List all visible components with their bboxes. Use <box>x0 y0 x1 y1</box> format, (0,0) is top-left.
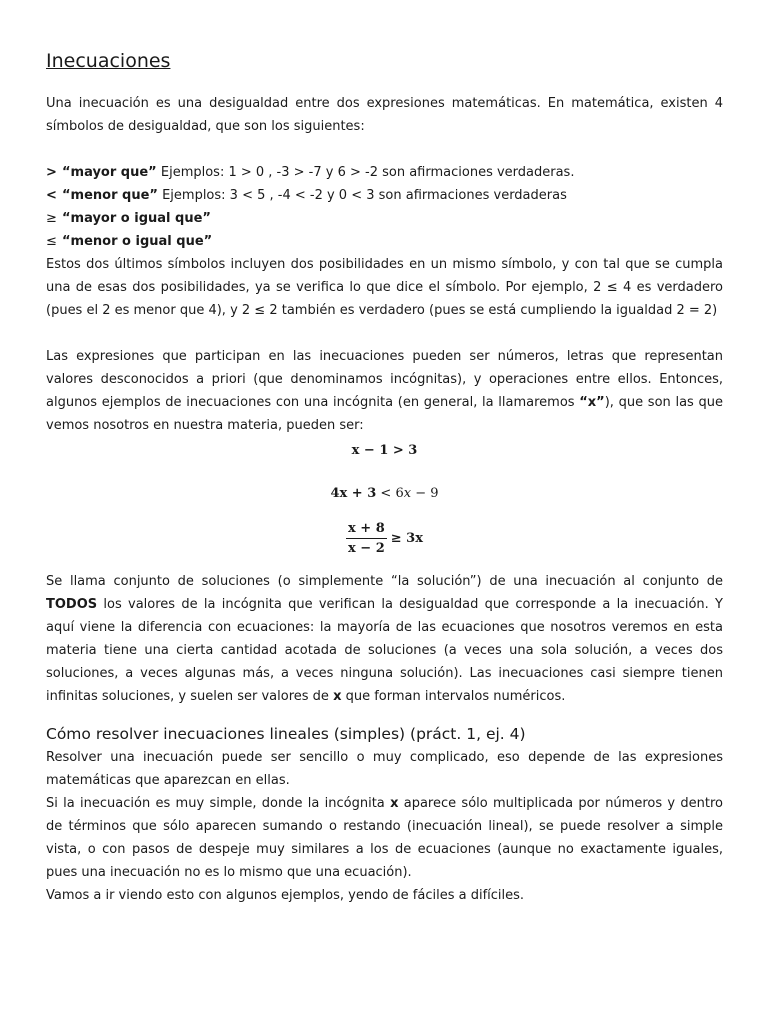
solutions-paragraph <box>46 570 723 708</box>
solutions-x: x <box>333 689 342 704</box>
symbol-line-less <box>46 184 723 207</box>
section-x: x <box>390 796 399 811</box>
section-text-2a: Si la inecuación es muy simple, donde la incógnita <box>46 796 391 811</box>
equation-3-fraction <box>346 521 387 556</box>
document-page <box>46 48 723 907</box>
solutions-text-1: Se llama conjunto de soluciones (o simplemente “la solución”) de una inecuación al conjunto de <box>46 574 723 589</box>
symbol-desc: Ejemplos: 1 > 0 , -3 > -7 y 6 > -2 son afirmaciones verdaderas. <box>156 165 575 180</box>
section-paragraph-3: Vamos a ir viendo esto con algunos ejemplos, yendo de fáciles a difíciles. <box>46 888 525 903</box>
symbol-line-greater-equal <box>46 207 723 230</box>
symbol-char: < <box>46 188 57 203</box>
equation-2-relation: < 6 <box>376 486 404 501</box>
equation-2-left: 4x + 3 <box>330 486 377 501</box>
expressions-text-1: Las expresiones que participan en las inecuaciones pueden ser números, letras que representan valores desconocidos a priori (que denominamos incógnitas), y operaciones entre ellos. Entonces, algunos ejemplos de inecuaciones con una incógnita (en general, la llamaremos <box>46 349 723 410</box>
section-paragraph-1: Resolver una inecuación puede ser sencillo o muy complicado, eso depende de las expresiones matemáticas que aparezcan en ellas. <box>46 750 723 788</box>
section-text-2b: aparece sólo multiplicada por números y dentro de términos que sólo aparecen sumando o restando (inecuación lineal), se puede resolver a simple vista, o con pasos de despeje muy similares a los de ecuaciones (aunque no exactamente iguales, pues una inecuación no es lo mismo que una ecuación). <box>46 796 723 880</box>
solutions-text-2: los valores de la incógnita que verifican la desigualdad que corresponde a la inecuación. Y aquí viene la diferencia con ecuaciones: la mayoría de las ecuaciones que nosotros veremos en esta materia tiene una cierta cantidad acotada de soluciones (a veces una sola solución, a veces dos soluciones, a veces algunas más, a veces ninguna solución). Las inecuaciones casi siempre tienen infinitas soluciones, y suelen ser valores de <box>46 597 723 704</box>
spacer <box>46 322 723 345</box>
symbol-char: > <box>46 165 57 180</box>
symbol-name: “menor o igual que” <box>62 234 213 249</box>
symbol-line-less-equal <box>46 230 723 253</box>
symbol-name: “mayor o igual que” <box>62 211 211 226</box>
equation-3-rest: ≥ 3x <box>390 531 423 546</box>
page-title: Inecuaciones <box>46 50 171 72</box>
equation-2-variable: x <box>403 486 412 501</box>
solutions-text-3: que forman intervalos numéricos. <box>341 689 566 704</box>
equation-3-numerator: x + 8 <box>346 521 387 539</box>
symbol-name: “mayor que” <box>62 165 157 180</box>
equation-2 <box>46 482 723 505</box>
section-heading: Cómo resolver inecuaciones lineales (simples) (práct. 1, ej. 4) <box>46 725 526 743</box>
symbol-name: “menor que” <box>62 188 158 203</box>
equation-1: x − 1 > 3 <box>351 443 418 458</box>
expressions-paragraph <box>46 345 723 437</box>
equation-3 <box>46 521 723 556</box>
equation-2-right: − 9 <box>411 486 439 501</box>
section-paragraph-2 <box>46 792 723 884</box>
symbol-line-greater <box>46 161 723 184</box>
spacer <box>46 138 723 161</box>
solutions-todos: TODOS <box>46 597 98 612</box>
equation-3-denominator: x − 2 <box>348 541 385 556</box>
expressions-text-2: ), que son las que vemos nosotros en nuestra materia, pueden ser: <box>46 395 723 433</box>
intro-paragraph: Una inecuación es una desigualdad entre dos expresiones matemáticas. En matemática, existen 4 símbolos de desigualdad, que son los siguientes: <box>46 96 723 134</box>
symbols-note-paragraph: Estos dos últimos símbolos incluyen dos posibilidades en un mismo símbolo, y con tal que se cumpla una de esas dos posibilidades, ya se verifica lo que dice el símbolo. Por ejemplo, 2 ≤ 4 es verdadero (pues el 2 es menor que 4), y 2 ≤ 2 también es verdadero (pues se está cumpliendo la igualdad 2 = 2) <box>46 257 723 318</box>
expressions-x: “x” <box>579 395 605 410</box>
symbol-char: ≤ <box>46 234 57 249</box>
symbol-char: ≥ <box>46 211 57 226</box>
symbol-desc: Ejemplos: 3 < 5 , -4 < -2 y 0 < 3 son afirmaciones verdaderas <box>157 188 567 203</box>
